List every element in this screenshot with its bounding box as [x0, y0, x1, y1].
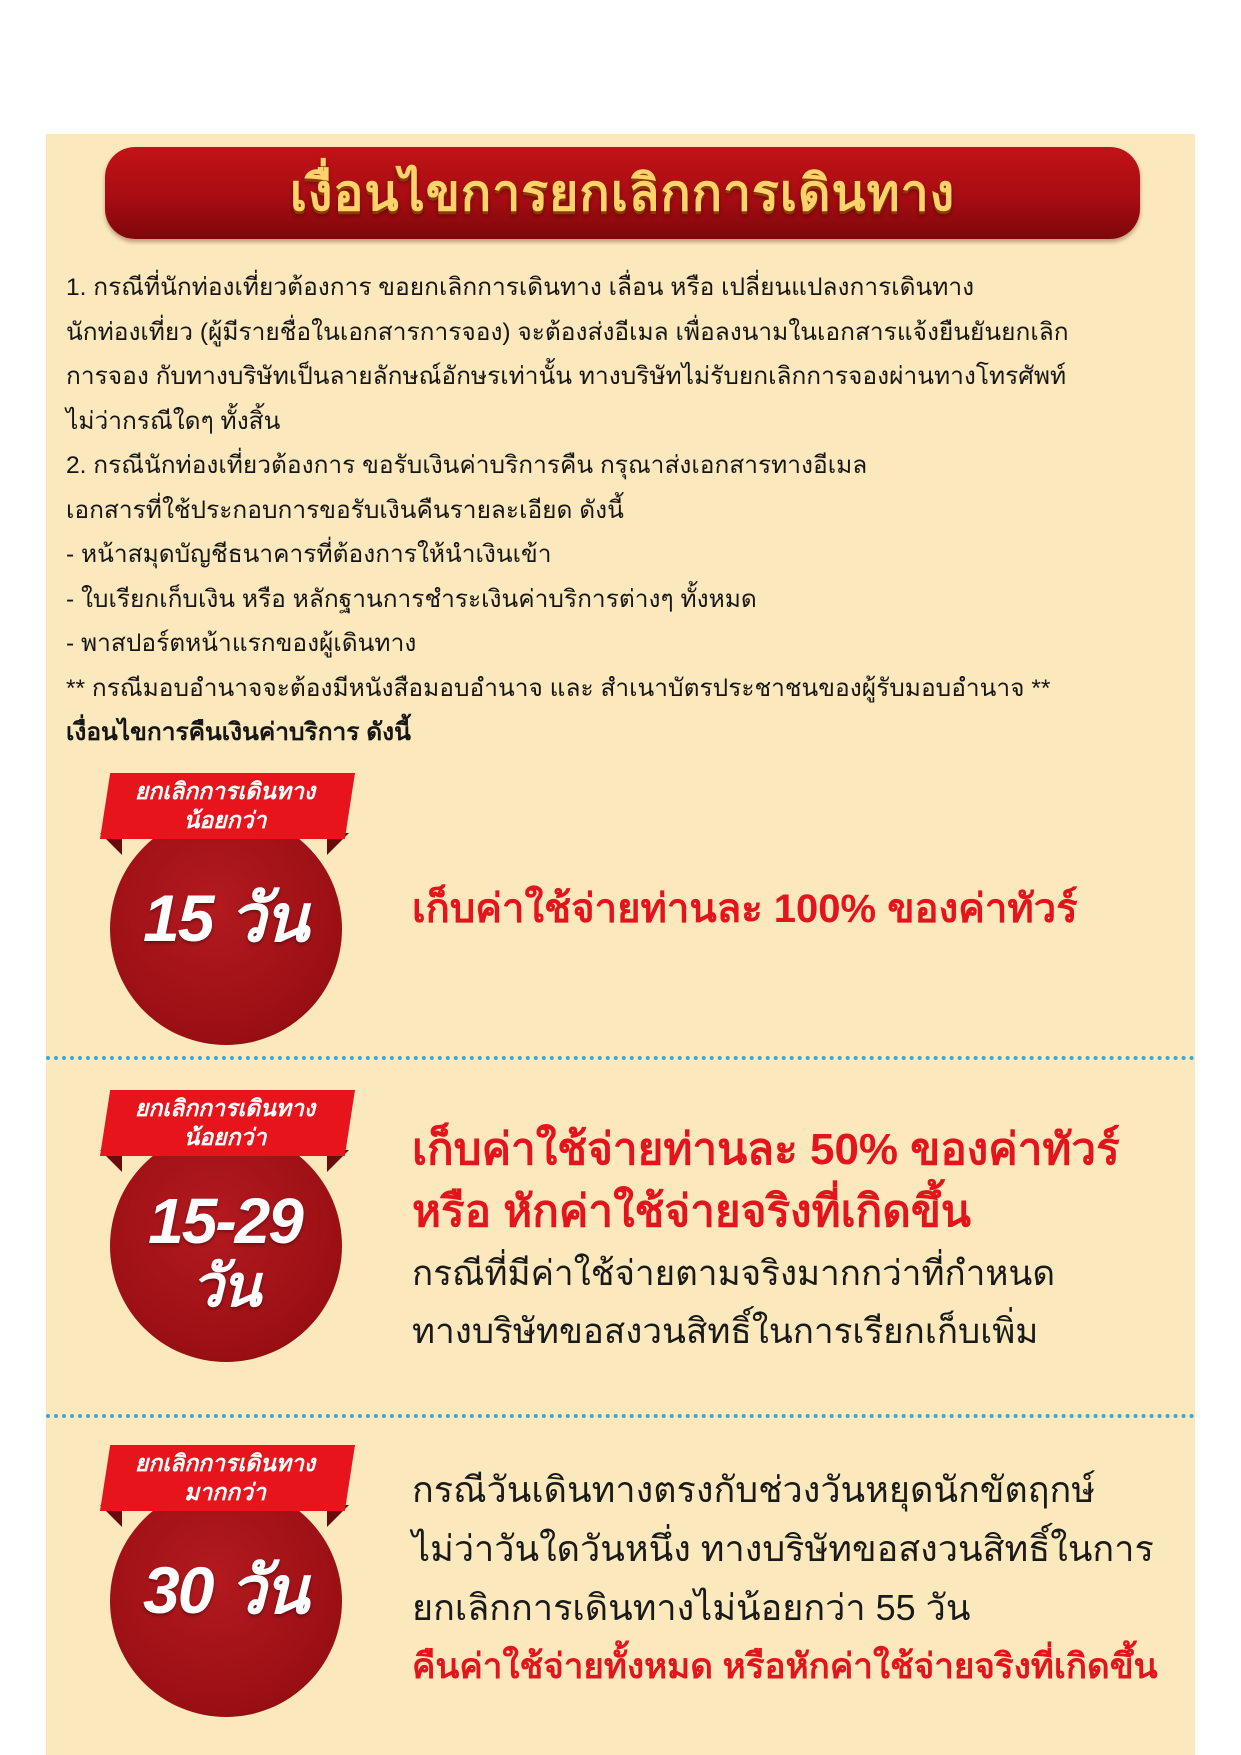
ribbon-text	[100, 1094, 350, 1152]
terms-line: 2. กรณีนักท่องเที่ยวต้องการ ขอรับเงินค่าบริการคืน กรุณาส่งเอกสารทางอีเมล	[66, 452, 868, 479]
terms-line: เอกสารที่ใช้ประกอบการขอรับเงินคืนรายละเอียด ดังนี้	[66, 496, 624, 524]
tier-2-fee: เก็บค่าใช้จ่ายท่านละ 50% ของค่าทัวร์	[412, 1125, 1120, 1174]
page-title: เงื่อนไขการยกเลิกการเดินทาง	[289, 163, 956, 222]
days-unit-label: วัน	[190, 1254, 260, 1319]
tier-2-note: ทางบริษัทขอสงวนสิทธิ์ในการเรียกเก็บเพิ่ม	[412, 1312, 1039, 1351]
terms-text	[66, 266, 1186, 756]
days-range-label: 15-29	[148, 1185, 302, 1257]
tier-1-description	[412, 880, 1078, 938]
divider	[46, 1414, 1195, 1418]
ribbon-line: น้อยกว่า	[183, 1124, 267, 1150]
tier-1-badge	[100, 773, 360, 1043]
tier-3-description	[412, 1460, 1158, 1696]
tier-3-note: กรณีวันเดินทางตรงกับช่วงวันหยุดนักขัตฤกษ์	[412, 1469, 1096, 1510]
terms-line: ไม่ว่ากรณีใดๆ ทั้งสิ้น	[66, 407, 281, 435]
ribbon-line: น้อยกว่า	[183, 807, 267, 833]
tier-3-note: ไม่ว่าวันใดวันหนึ่ง ทางบริษัทขอสงวนสิทธิ์ในการ	[412, 1528, 1154, 1569]
ribbon-line: ยกเลิกการเดินทาง	[134, 778, 316, 804]
terms-line: นักท่องเที่ยว (ผู้มีรายชื่อในเอกสารการจอง) จะต้องส่งอีเมล เพื่อลงนามในเอกสารแจ้งยืนยันยกเลิก	[66, 318, 1069, 346]
ribbon-line: ยกเลิกการเดินทาง	[134, 1450, 316, 1476]
tier-2-deduction: หรือ หักค่าใช้จ่ายจริงที่เกิดขึ้น	[412, 1187, 972, 1236]
terms-line: ** กรณีมอบอำนาจจะต้องมีหนังสือมอบอำนาจ และ สำเนาบัตรประชาชนของผู้รับมอบอำนาจ **	[66, 674, 1051, 702]
ribbon-text	[100, 777, 350, 835]
ribbon-line: ยกเลิกการเดินทาง	[134, 1095, 316, 1121]
tier-3-refund: คืนค่าใช้จ่ายทั้งหมด หรือหักค่าใช้จ่ายจริงที่เกิดขึ้น	[412, 1647, 1158, 1686]
terms-line: - หน้าสมุดบัญชีธนาคารที่ต้องการให้นำเงินเข้า	[66, 541, 552, 568]
tier-3-note: ยกเลิกการเดินทางไม่น้อยกว่า 55 วัน	[412, 1587, 971, 1628]
title-banner	[105, 147, 1140, 239]
divider	[46, 1056, 1195, 1060]
terms-line: - ใบเรียกเก็บเงิน หรือ หลักฐานการชำระเงินค่าบริการต่างๆ ทั้งหมด	[66, 585, 757, 613]
ribbon-line: มากกว่า	[184, 1479, 266, 1505]
terms-line: - พาสปอร์ตหน้าแรกของผู้เดินทาง	[66, 630, 417, 657]
terms-line: 1. กรณีที่นักท่องเที่ยวต้องการ ขอยกเลิกการเดินทาง เลื่อน หรือ เปลี่ยนแปลงการเดินทาง	[66, 274, 975, 301]
tier-2-description	[412, 1117, 1120, 1361]
days-label: 15 วัน	[143, 881, 307, 955]
days-label: 30 วัน	[143, 1553, 307, 1627]
ribbon-text	[100, 1449, 350, 1507]
tier-1-fee: เก็บค่าใช้จ่ายท่านละ 100% ของค่าทัวร์	[412, 887, 1078, 931]
tier-2-badge	[100, 1090, 360, 1360]
tier-2-note: กรณีที่มีค่าใช้จ่ายตามจริงมากกว่าที่กำหนด	[412, 1254, 1056, 1293]
tier-3-badge	[100, 1445, 360, 1715]
terms-line: การจอง กับทางบริษัทเป็นลายลักษณ์อักษรเท่านั้น ทางบริษัทไม่รับยกเลิกการจองผ่านทางโทรศัพท์	[66, 363, 1067, 390]
refund-conditions-heading: เงื่อนไขการคืนเงินค่าบริการ ดังนี้	[66, 719, 411, 746]
